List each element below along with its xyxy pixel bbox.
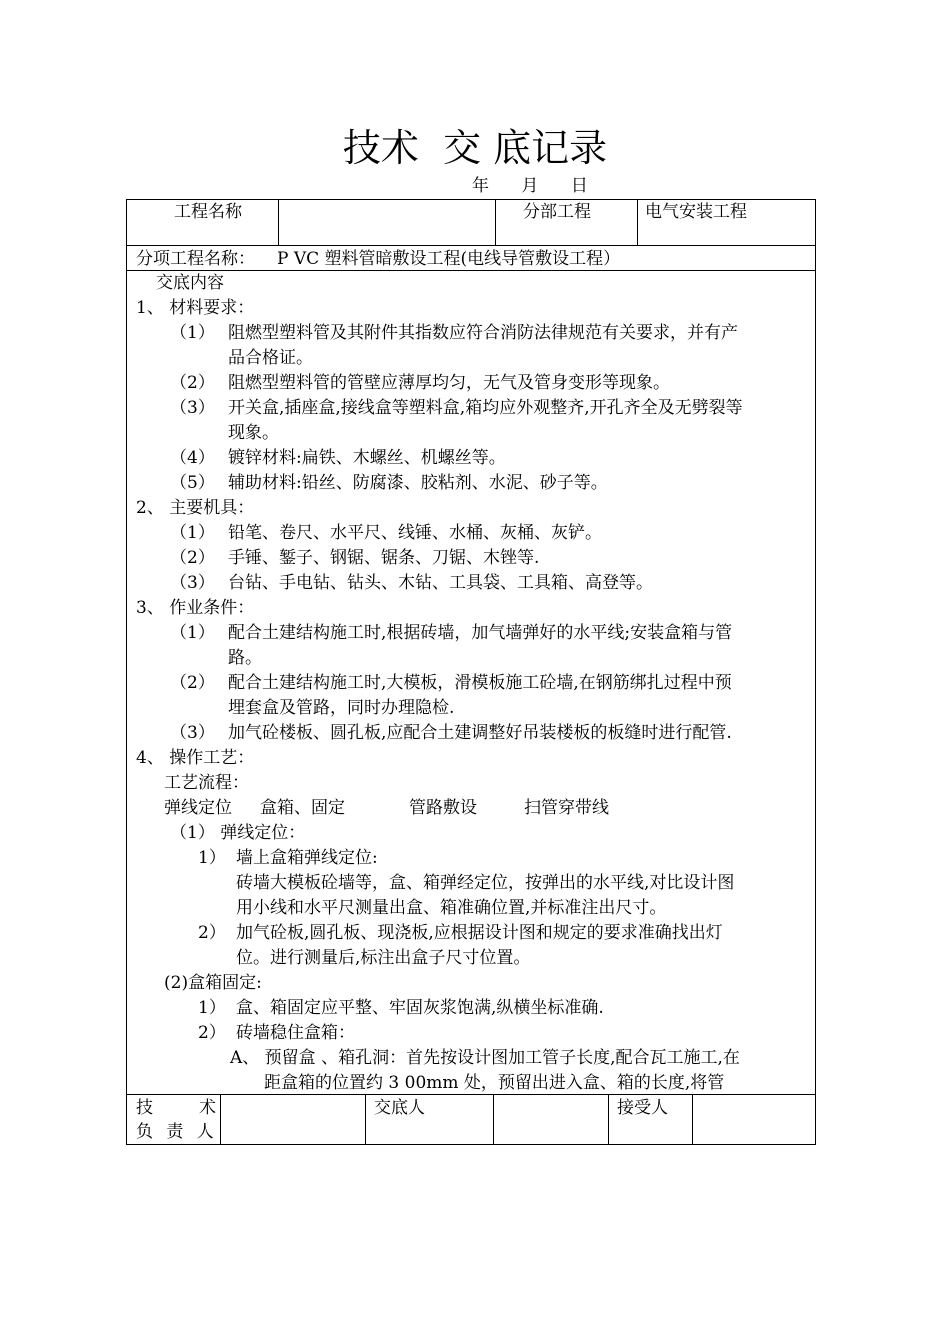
section-heading: 4、 操作工艺：: [136, 748, 255, 768]
list-item: 手锤、錾子、钢锯、锯条、刀锯、木锉等.: [228, 548, 540, 568]
table-border-left: [126, 199, 127, 1145]
footer-divider-1: [220, 1094, 221, 1144]
list-item: 辅助材料:铅丝、防腐漆、胶粘剂、水泥、砂子等。: [228, 473, 608, 493]
list-item: 位。进行测量后,标注出盒子尺寸位置。: [236, 948, 531, 968]
list-marker: 1）: [198, 998, 226, 1018]
sub-heading: （1） 弹线定位：: [170, 823, 306, 843]
list-marker: （3）: [170, 723, 215, 743]
list-marker: （2）: [170, 548, 215, 568]
receiver-label: 接受人: [617, 1098, 668, 1118]
list-item: 配合土建结构施工时,大模板，滑模板施工砼墙,在钢筋绑扎过程中预: [228, 673, 732, 693]
list-item: 砖墙稳住盒箱：: [236, 1023, 355, 1043]
process-step: 扫管穿带线: [524, 798, 609, 818]
section-heading: 3、 作业条件：: [136, 598, 255, 618]
table-border-row2: [126, 270, 816, 271]
header-divider-3: [637, 199, 638, 245]
item-value: P VC 塑料管暗敷设工程(电线导管敷设工程）: [277, 249, 621, 269]
list-marker: （4）: [170, 448, 215, 468]
footer-divider-2: [365, 1094, 366, 1144]
list-item: 墙上盒箱弹线定位:: [236, 848, 378, 868]
date-line: 年 月 日: [472, 176, 588, 196]
list-item: A、 预留盒 、箱孔洞：首先按设计图加工管子长度,配合瓦工施工,在: [230, 1048, 740, 1068]
process-step: 管路敷设: [409, 798, 477, 818]
list-item: 加气砼楼板、圆孔板,应配合土建调整好吊装楼板的板缝时进行配管.: [228, 723, 732, 743]
list-marker: （5）: [170, 473, 215, 493]
project-name-label: 工程名称: [174, 202, 242, 222]
process-flow-label: 工艺流程：: [164, 773, 249, 793]
content-heading: 交底内容: [156, 273, 224, 293]
list-marker: （3）: [170, 573, 215, 593]
footer-divider-5: [692, 1094, 693, 1144]
list-marker: 1）: [198, 848, 226, 868]
tech-lead-label: 负 责 人: [136, 1122, 218, 1142]
process-step: 弹线定位: [164, 798, 232, 818]
list-item: 路。: [228, 648, 262, 668]
process-step: 盒箱、固定: [260, 798, 345, 818]
list-item: 铅笔、卷尺、水平尺、线锤、水桶、灰桶、灰铲。: [228, 523, 602, 543]
list-item: 砖墙大模板砼墙等，盒、箱弹经定位，按弹出的水平线,对比设计图: [236, 873, 735, 893]
table-border-top: [126, 199, 816, 200]
list-item: 加气砼板,圆孔板、现浇板,应根据设计图和规定的要求准确找出灯: [236, 923, 723, 943]
list-marker: （3）: [170, 398, 215, 418]
list-item: 台钻、手电钻、钻头、木钻、工具袋、工具箱、高登等。: [228, 573, 653, 593]
list-item: 品合格证。: [228, 348, 313, 368]
footer-divider-4: [608, 1094, 609, 1144]
tech-lead-label: 技 术: [136, 1098, 220, 1118]
list-marker: （2）: [170, 373, 215, 393]
list-item: 阻燃型塑料管及其附件其指数应符合消防法律规范有关要求，并有产: [228, 323, 738, 343]
list-marker: 2）: [198, 1023, 226, 1043]
table-border-row1: [126, 245, 816, 246]
list-item: 用小线和水平尺测量出盒、箱准确位置,并标准注出尺寸。: [236, 898, 667, 918]
list-item: 配合土建结构施工时,根据砖墙，加气墙弹好的水平线;安装盒箱与管: [228, 623, 733, 643]
list-marker: 2）: [198, 923, 226, 943]
item-label: 分项工程名称：: [136, 249, 255, 269]
list-marker: （2）: [170, 673, 215, 693]
list-item: 盒、箱固定应平整、牢固灰浆饱满,纵横坐标准确.: [236, 998, 604, 1018]
table-border-right: [815, 199, 816, 1145]
list-item: 现象。: [228, 423, 279, 443]
list-item: 开关盒,插座盒,接线盒等塑料盒,箱均应外观整齐,开孔齐全及无劈裂等: [228, 398, 743, 418]
table-border-bottom: [126, 1144, 816, 1145]
header-divider-2: [495, 199, 496, 245]
list-marker: （1）: [170, 623, 215, 643]
list-marker: （1）: [170, 323, 215, 343]
section-heading: 1、 材料要求：: [136, 298, 255, 318]
list-item: 镀锌材料:扁铁、木螺丝、机螺丝等。: [228, 448, 506, 468]
list-item: 距盒箱的位置约 3 00mm 处，预留出进入盒、箱的长度,将管: [264, 1073, 725, 1093]
section-heading: 2、 主要机具：: [136, 498, 255, 518]
header-divider-1: [278, 199, 279, 245]
list-marker: （1）: [170, 523, 215, 543]
footer-divider-3: [493, 1094, 494, 1144]
sub-project-value: 电气安装工程: [645, 202, 747, 222]
sub-project-label: 分部工程: [523, 202, 591, 222]
list-item: 埋套盒及管路，同时办理隐检.: [228, 698, 455, 718]
presenter-label: 交底人: [374, 1098, 425, 1118]
sub-heading: (2)盒箱固定:: [164, 973, 262, 993]
list-item: 阻燃型塑料管的管壁应薄厚均匀，无气及管身变形等现象。: [228, 373, 670, 393]
page-title: 技术 交 底记录: [342, 126, 608, 170]
